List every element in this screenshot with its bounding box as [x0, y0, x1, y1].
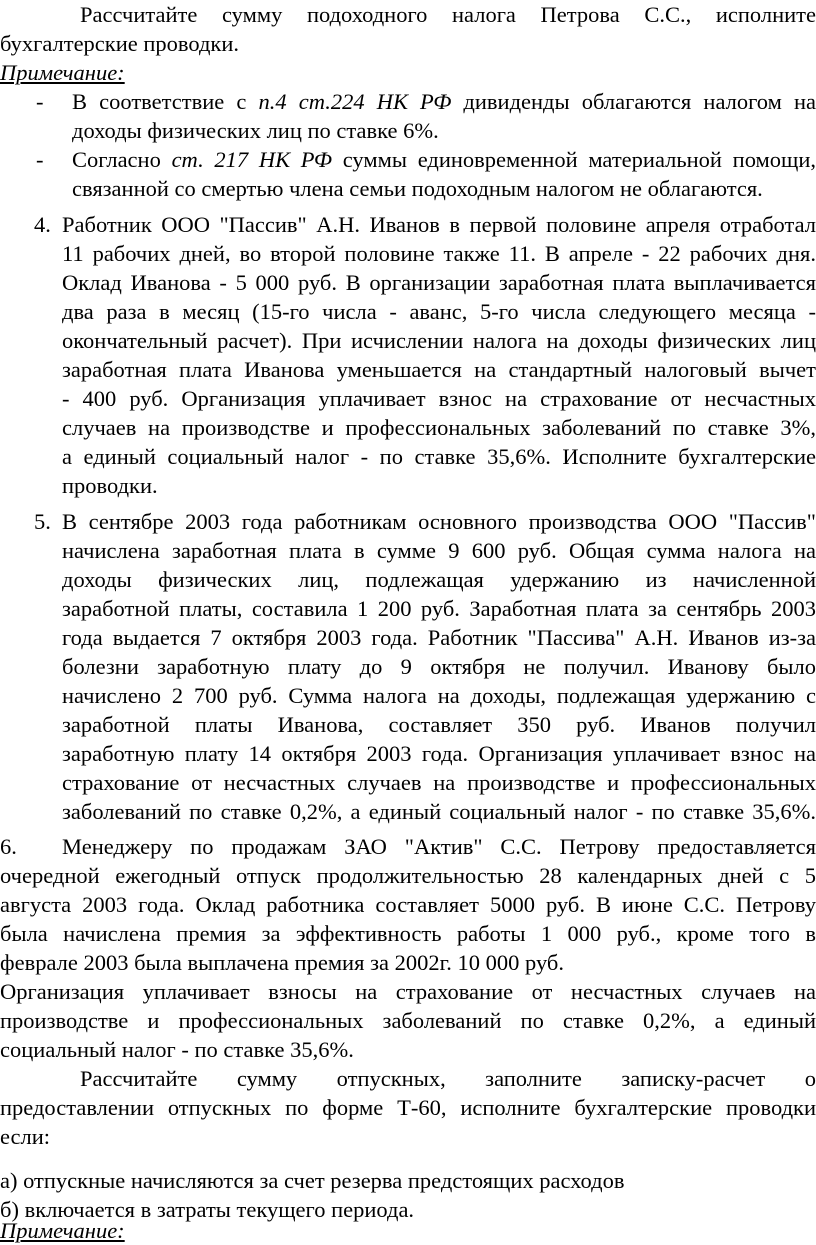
- bullet-text: В соответствие с: [72, 89, 259, 114]
- task6-line: была начислена премия за эффективность работы 1 000 руб., кроме того в: [0, 921, 816, 946]
- option-a: а) отпускные начисляются за счет резерва предстоящих расходов: [0, 1168, 625, 1193]
- task4-line: два раза в месяц (15-го числа - аванс, 5-го числа следующего месяца -: [62, 299, 816, 324]
- note-label: Примечание:: [0, 60, 125, 85]
- bullet-text: Согласно: [72, 147, 172, 172]
- task4-line: случаев на производстве и профессиональных заболеваний по ставке 3%,: [62, 415, 816, 440]
- task4-line: проводки.: [62, 473, 158, 498]
- task6-line: Организация уплачивает взносы на страхование от несчастных случаев на: [0, 979, 816, 1004]
- task-number-5: 5.: [34, 509, 51, 534]
- task6-line: феврале 2003 была выплачена премия за 2002г. 10 000 руб.: [0, 950, 564, 975]
- task4-line: а единый социальный налог - по ставке 35,6%. Исполните бухгалтерские: [62, 444, 816, 469]
- bullet-dash: -: [36, 89, 44, 114]
- task4-line: Работник ООО "Пассив" А.Н. Иванов в первой половине апреля отработал: [62, 212, 816, 237]
- task6-instruction: предоставлении отпускных по форме Т-60, исполните бухгалтерские проводки: [0, 1095, 816, 1120]
- task6-instruction: если:: [0, 1124, 51, 1149]
- task4-line: окончательный расчет). При исчислении налога на доходы физических лиц: [62, 328, 816, 353]
- option-b: б) включается в затраты текущего периода.: [0, 1197, 415, 1222]
- task4-line: 11 рабочих дней, во второй половине также 11. В апреле - 22 рабочих дня.: [62, 241, 816, 266]
- task5-line: заработную плату 14 октября 2003 года. Организация уплачивает взнос на: [62, 741, 816, 766]
- intro-line-1: Рассчитайте сумму подоходного налога Петрова С.С., исполните: [80, 2, 816, 27]
- note-bullet-2: [72, 145, 816, 174]
- task5-line: заработной платы Иванова, составляет 350 руб. Иванов получил: [62, 712, 816, 737]
- law-reference: п.4 ст.224 НК РФ: [258, 89, 452, 114]
- task6-line: производстве и профессиональных заболеваний по ставке 0,2%, а единый: [0, 1008, 816, 1033]
- task4-line: Оклад Иванова - 5 000 руб. В организации заработная плата выплачивается: [62, 270, 816, 295]
- law-reference: ст. 217 НК РФ: [171, 147, 333, 172]
- task6-instruction: Рассчитайте сумму отпускных, заполните записку-расчет о: [80, 1066, 816, 1091]
- task-number-6: 6.: [0, 834, 17, 859]
- bullet-dash: -: [36, 147, 44, 172]
- bullet-text: суммы единовременной материальной помощи,: [332, 147, 816, 172]
- intro-line-2: бухгалтерские проводки.: [0, 31, 240, 56]
- bullet-text: дивиденды облагаются налогом на: [451, 89, 816, 114]
- task5-line: начислено 2 700 руб. Сумма налога на доходы, подлежащая удержанию с: [62, 683, 816, 708]
- task-number-4: 4.: [34, 212, 51, 237]
- task5-line: страхование от несчастных случаев на производстве и профессиональных: [62, 770, 816, 795]
- task5-line: года выдается 7 октября 2003 года. Работник "Пассива" А.Н. Иванов из-за: [62, 625, 816, 650]
- task5-line: доходы физических лиц, подлежащая удержанию из начисленной: [62, 567, 816, 592]
- task6-line: очередной ежегодный отпуск продолжительностью 28 календарных дней с 5: [0, 863, 816, 888]
- note-label-2: Примечание:: [0, 1218, 125, 1243]
- task6-line: Менеджеру по продажам ЗАО "Актив" С.С. Петрову предоставляется: [62, 834, 816, 859]
- task5-line: начислена заработная плата в сумме 9 600 руб. Общая сумма налога на: [62, 538, 816, 563]
- task5-line: болезни заработную плату до 9 октября не получил. Иванову было: [62, 654, 816, 679]
- task5-line: заболеваний по ставке 0,2%, а единый социальный налог - по ставке 35,6%.: [62, 799, 816, 824]
- task5-line: заработной платы, составила 1 200 руб. Заработная плата за сентябрь 2003: [62, 596, 816, 621]
- note-bullet-1-cont: доходы физических лиц по ставке 6%.: [72, 118, 439, 143]
- task4-line: - 400 руб. Организация уплачивает взнос на страхование от несчастных: [62, 386, 816, 411]
- task4-line: заработная плата Иванова уменьшается на стандартный налоговый вычет: [62, 357, 816, 382]
- note-bullet-2-cont: связанной со смертью члена семьи подоходным налогом не облагаются.: [72, 176, 763, 201]
- task6-line: социальный налог - по ставке 35,6%.: [0, 1037, 354, 1062]
- note-bullet-1: [72, 87, 816, 116]
- task5-line: В сентябре 2003 года работникам основного производства ООО "Пассив": [62, 509, 816, 534]
- task6-line: августа 2003 года. Оклад работника составляет 5000 руб. В июне С.С. Петрову: [0, 892, 816, 917]
